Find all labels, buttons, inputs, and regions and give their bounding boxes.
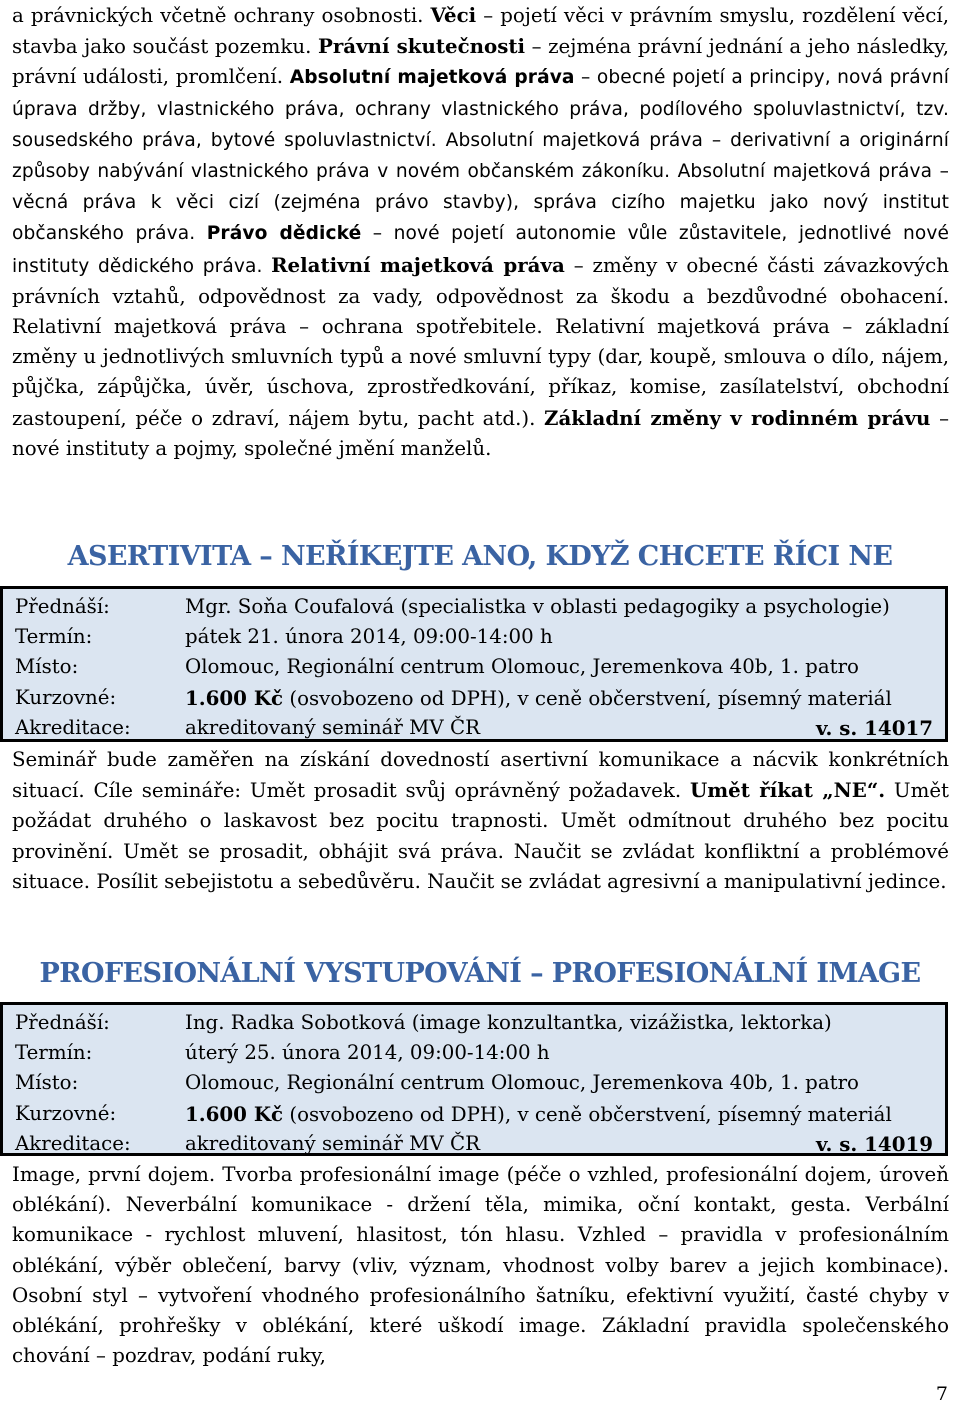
info-row-accreditation bbox=[9, 713, 939, 743]
fee-note: (osvobozeno od DPH), v ceně občerstvení, písemný materiál bbox=[283, 1102, 892, 1126]
accreditation-number: v. s. 14017 bbox=[815, 715, 933, 740]
text-run: – zejména právní jednání a jeho následky, právní události, promlčení. bbox=[12, 35, 950, 89]
info-label: Místo: bbox=[15, 655, 79, 679]
seminar-description bbox=[12, 745, 949, 897]
text-run: – obecné pojetí a principy, nová právní úprava držby, vlastnického práva, ochrany vlastnického práva, podílového spoluvlastnictví, tzv. sousedského práva, bytové spoluvlastnictví. Absolutní majetková práva – derivativní a originární způsoby nabývání vlastnického práva v novém občanském zákoníku. Absolutní majetková práva – věcná práva k věci cizí (zejména právo stavby), správa cizího majetku jako nový institut občanského práva. bbox=[12, 67, 949, 245]
info-row-date bbox=[9, 622, 939, 652]
bold-term: Právní skutečnosti bbox=[317, 34, 525, 59]
seminar-info-box bbox=[0, 1002, 948, 1156]
text-run: a právnických včetně ochrany osobnosti. bbox=[12, 4, 431, 27]
info-value: pátek 21. února 2014, 09:00-14:00 h bbox=[185, 625, 553, 649]
text-run: Seminář bude zaměřen na získání dovedností asertivní komunikace a nácvik konkrétních situací. Cíle semináře: Umět prosadit svůj oprávněný požadavek. bbox=[12, 748, 949, 803]
info-label: Akreditace: bbox=[15, 1131, 131, 1155]
seminar-description: Image, první dojem. Tvorba profesionální image (péče o vzhled, profesionální dojem, úroveň oblékání). Neverbální komunikace - držení těla, mimika, oční kontakt, gesta. Verbální komunikace - rychlost mluvení, hlasitost, tón hlasu. Vzhled – pravidla v profesionálním oblékání, výběr oblečení, barvy (vliv, význam, vhodnost volby barev a jejich kombinace). Osobní styl – vytvoření vhodného profesionálního šatníku, efektivní využití, časté chyby v oblékání, prohřešky v oblékání, které uškodí image. Základní pravidla společenského chování – pozdrav, podání ruky, bbox=[12, 1163, 949, 1368]
fee-amount: 1.600 Kč bbox=[185, 685, 284, 710]
bold-term: Umět říkat „NE“. bbox=[689, 778, 886, 803]
text-run: – nové instituty a pojmy, společné jmění manželů. bbox=[12, 406, 949, 460]
accreditation-number: v. s. 14019 bbox=[815, 1131, 933, 1156]
accreditation-text: akreditovaný seminář MV ČR bbox=[185, 715, 481, 739]
text-run: Umět požádat druhého o laskavost bez pocitu trapnosti. Umět odmítnout druhého bez pocitu provinění. Umět se prosadit, obhájit svá práva. Naučit se zvládat konfliktní a problémové situace. Posílit sebejistotu a sebedůvěru. Naučit se zvládat agresivní a manipulativní jedince. bbox=[12, 779, 949, 893]
text-run: – změny v obecné části závazkových právních vztahů, odpovědnost za vady, odpovědnost za škodu a bezdůvodné obohacení. Relativní majetková práva – ochrana spotřebitele. Relativní majetková práva – základní změny u jednotlivých smluvních typů a nové smluvní typy (dar, koupě, smlouva o dílo, nájem, půjčka, zápůjčka, úvěr, úschova, zprostředkování, příkaz, komise, zasílatelství, obchodní zastoupení, péče o zdraví, nájem bytu, pacht atd.). bbox=[12, 253, 949, 430]
info-label: Přednáší: bbox=[15, 595, 110, 618]
info-value bbox=[185, 1129, 933, 1159]
info-label: Termín: bbox=[15, 1041, 93, 1065]
info-value: Ing. Radka Sobotková (image konzultantka, vizážistka, lektorka) bbox=[185, 1011, 832, 1034]
seminar-info-box bbox=[0, 586, 948, 742]
bold-term: Právo dědické bbox=[206, 223, 362, 245]
info-label: Kurzovné: bbox=[15, 685, 117, 709]
info-row-accreditation bbox=[9, 1129, 939, 1159]
info-row-fee bbox=[9, 1099, 939, 1129]
seminar-title: ASERTIVITA – NEŘÍKEJTE ANO, KDYŽ CHCETE ŘÍCI NE bbox=[67, 541, 893, 572]
program-paragraph bbox=[12, 0, 949, 464]
fee-note: (osvobozeno od DPH), v ceně občerstvení, písemný materiál bbox=[283, 686, 892, 710]
info-value: Mgr. Soňa Coufalová (specialistka v oblasti pedagogiky a psychologie) bbox=[185, 595, 890, 618]
info-row-lecturer bbox=[9, 592, 939, 622]
fee-amount: 1.600 Kč bbox=[185, 1101, 284, 1126]
bold-term: Relativní majetková práva bbox=[271, 252, 565, 277]
text-run: – pojetí věci v právním smyslu, rozdělení věcí, stavba jako součást pozemku. bbox=[12, 4, 949, 59]
info-value: Olomouc, Regionální centrum Olomouc, Jeremenkova 40b, 1. patro bbox=[185, 655, 859, 679]
info-value bbox=[185, 683, 933, 714]
text-run: – nové pojetí autonomie vůle zůstavitele, jednotlivé nové instituty dědického práva. bbox=[12, 223, 949, 277]
info-label: Místo: bbox=[15, 1071, 79, 1095]
seminar-title: PROFESIONÁLNÍ VYSTUPOVÁNÍ – PROFESIONÁLNÍ IMAGE bbox=[39, 958, 921, 989]
info-label: Kurzovné: bbox=[15, 1101, 117, 1125]
info-label: Termín: bbox=[15, 625, 93, 649]
info-row-lecturer bbox=[9, 1008, 939, 1038]
info-value bbox=[185, 1099, 933, 1130]
info-label: Akreditace: bbox=[15, 715, 131, 739]
info-value bbox=[185, 713, 933, 743]
info-value: Olomouc, Regionální centrum Olomouc, Jeremenkova 40b, 1. patro bbox=[185, 1071, 859, 1095]
bold-term: Základní změny v rodinném právu bbox=[544, 405, 931, 430]
bold-term: Absolutní majetková práva bbox=[289, 67, 575, 89]
info-label: Přednáší: bbox=[15, 1011, 110, 1034]
info-row-place bbox=[9, 652, 939, 682]
info-row-date bbox=[9, 1038, 939, 1068]
page-number: 7 bbox=[935, 1383, 948, 1405]
info-row-fee bbox=[9, 683, 939, 713]
info-value: úterý 25. února 2014, 09:00-14:00 h bbox=[185, 1041, 550, 1065]
accreditation-text: akreditovaný seminář MV ČR bbox=[185, 1131, 481, 1155]
info-row-place bbox=[9, 1068, 939, 1098]
bold-term: Věci bbox=[430, 3, 477, 27]
